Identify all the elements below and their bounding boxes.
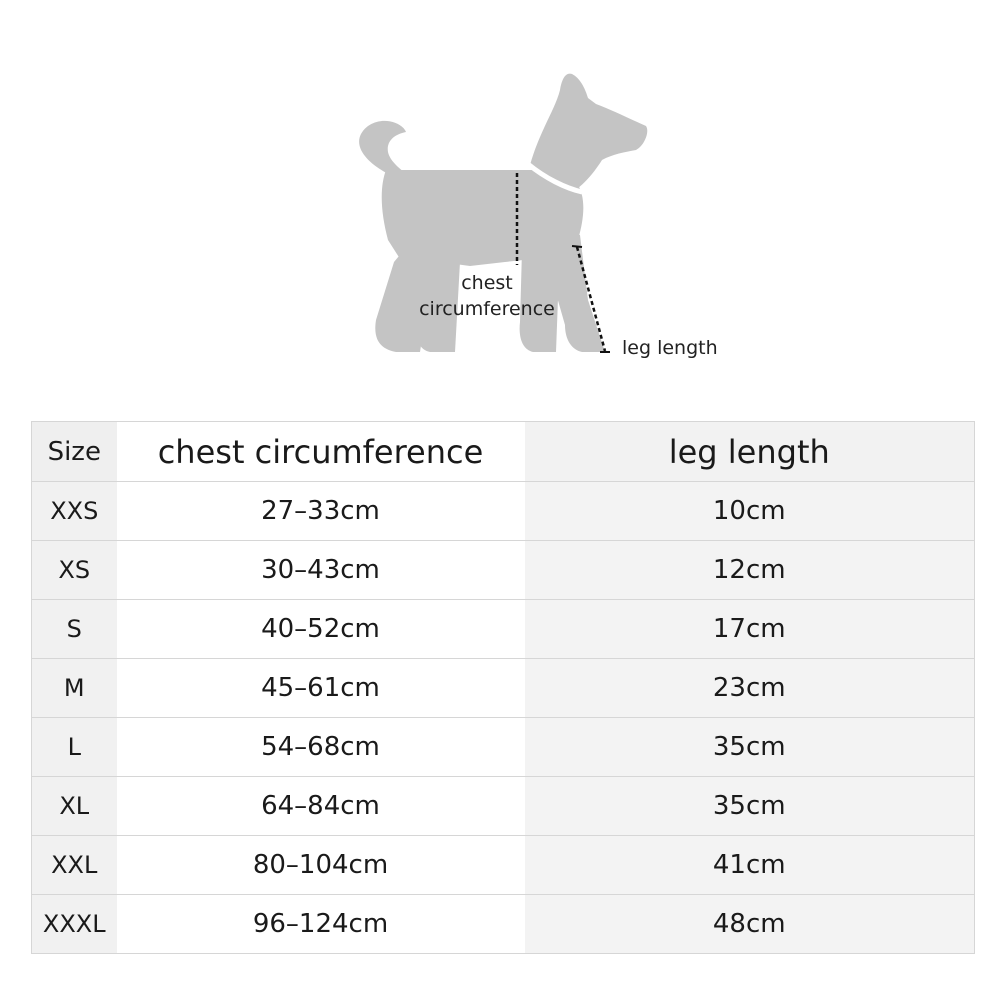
table-row	[32, 718, 975, 777]
table-row	[32, 895, 975, 954]
table-row	[32, 659, 975, 718]
chest-cell: 96–124cm	[117, 895, 525, 954]
chest-cell: 80–104cm	[117, 836, 525, 895]
leg-cell: 10cm	[525, 482, 975, 541]
size-cell: XXS	[32, 482, 117, 541]
dog-silhouette-icon	[0, 0, 1001, 400]
chest-circumference-label: chest circumference	[419, 272, 555, 320]
leg-length-label: leg length	[622, 337, 718, 359]
table-header-row	[32, 422, 975, 482]
size-cell: XS	[32, 541, 117, 600]
header-leg-length: leg length	[525, 422, 975, 482]
leg-cell: 35cm	[525, 777, 975, 836]
size-cell: S	[32, 600, 117, 659]
chest-cell: 27–33cm	[117, 482, 525, 541]
size-chart-table	[31, 421, 975, 954]
chest-cell: 40–52cm	[117, 600, 525, 659]
size-cell: L	[32, 718, 117, 777]
table-row	[32, 482, 975, 541]
table-row	[32, 836, 975, 895]
size-cell: XXXL	[32, 895, 117, 954]
header-size: Size	[32, 422, 117, 482]
header-chest-circumference: chest circumference	[117, 422, 525, 482]
chest-cell: 30–43cm	[117, 541, 525, 600]
chest-cell: 64–84cm	[117, 777, 525, 836]
table-row	[32, 541, 975, 600]
measurement-diagram	[0, 0, 1001, 400]
chest-cell: 45–61cm	[117, 659, 525, 718]
size-cell: M	[32, 659, 117, 718]
leg-cell: 23cm	[525, 659, 975, 718]
leg-cell: 17cm	[525, 600, 975, 659]
size-cell: XXL	[32, 836, 117, 895]
leg-cell: 35cm	[525, 718, 975, 777]
chest-cell: 54–68cm	[117, 718, 525, 777]
size-cell: XL	[32, 777, 117, 836]
leg-cell: 12cm	[525, 541, 975, 600]
leg-cell: 48cm	[525, 895, 975, 954]
table-row	[32, 600, 975, 659]
table-row	[32, 777, 975, 836]
leg-cell: 41cm	[525, 836, 975, 895]
